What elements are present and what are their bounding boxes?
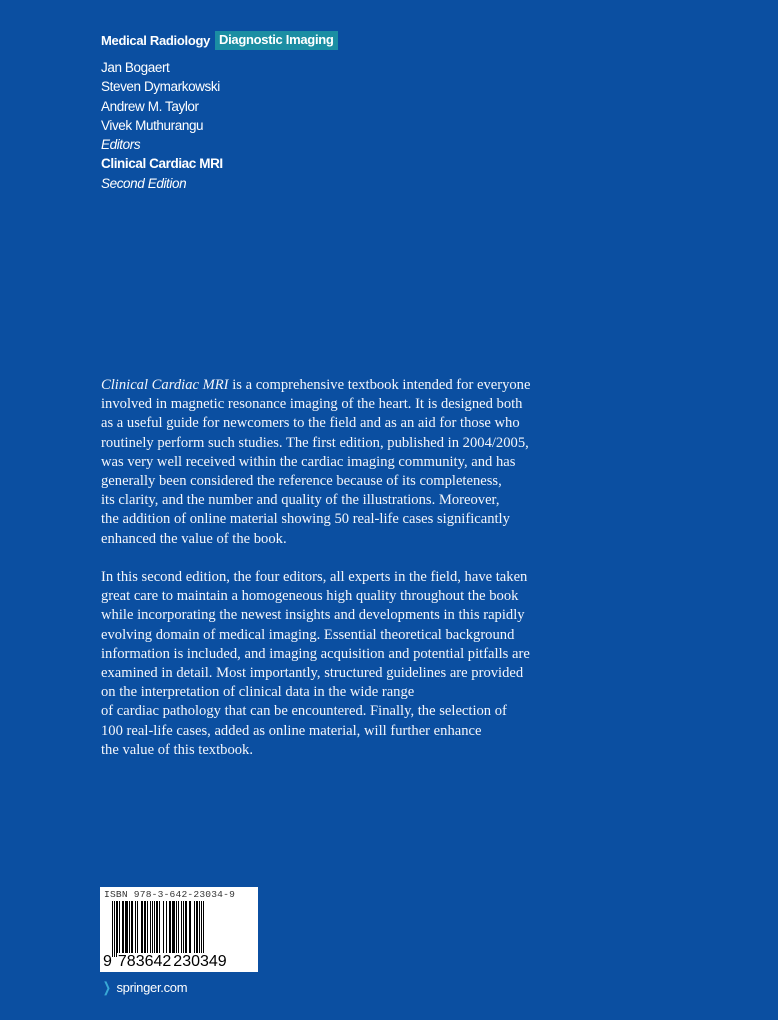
blurb-line: 100 real-life cases, added as online material, will further enhance (101, 722, 482, 739)
blurb-line: evolving domain of medical imaging. Essential theoretical background (101, 626, 515, 643)
blurb-paragraph-1 (101, 376, 571, 549)
blurb-line: the value of this textbook. (101, 741, 253, 758)
blurb-paragraph-2 (101, 568, 571, 760)
series-header (101, 30, 338, 50)
editor-name: Vivek Muthurangu (101, 117, 204, 133)
blurb-line: In this second edition, the four editors, all experts in the field, have taken (101, 569, 528, 585)
chevron-right-icon: ❯ (102, 979, 111, 995)
series-badge: Diagnostic Imaging (215, 31, 338, 50)
blurb-line: involved in magnetic resonance imaging of the heart. It is designed both (101, 396, 523, 413)
blurb-line: enhanced the value of the book. (101, 530, 287, 547)
springer-link-text: springer.com (116, 980, 188, 995)
blurb-line: of cardiac pathology that can be encountered. Finally, the selection of (101, 703, 507, 720)
book-title: Clinical Cardiac MRI (101, 156, 223, 172)
editors-role-label: Editors (101, 137, 141, 153)
ean-group-2: 230349 (173, 953, 227, 970)
ean-digits (103, 953, 228, 971)
blurb-line: as a useful guide for newcomers to the field and as an aid for those who (101, 415, 520, 432)
blurb-line: information is included, and imaging acquisition and potential pitfalls are (101, 645, 530, 662)
blurb-line: its clarity, and the number and quality of the illustrations. Moreover, (101, 492, 500, 509)
blurb-line: routinely perform such studies. The first edition, published in 2004/2005, (101, 434, 529, 451)
blurb-line: great care to maintain a homogeneous high quality throughout the book (101, 588, 519, 605)
springer-link[interactable] (101, 979, 187, 996)
series-name: Medical Radiology (101, 32, 211, 48)
isbn-barcode (100, 887, 258, 972)
editor-name: Jan Bogaert (101, 60, 170, 75)
blurb-line-text: is a comprehensive textbook intended for everyone (228, 377, 531, 393)
book-edition: Second Edition (101, 175, 187, 191)
blurb-line: on the interpretation of clinical data in the wide range (101, 684, 415, 701)
editor-name: Steven Dymarkowski (101, 79, 220, 95)
ean-group-1: 783642 (117, 953, 172, 970)
isbn-label: ISBN 978-3-642-23034-9 (104, 889, 236, 900)
ean-first-digit: 9 (103, 953, 112, 970)
blurb-line (101, 376, 571, 395)
blurb-line: while incorporating the newest insights and developments in this rapidly (101, 607, 525, 624)
blurb-line: the addition of online material showing 50 real-life cases significantly (101, 511, 510, 528)
blurb-line: was very well received within the cardiac imaging community, and has (101, 453, 516, 470)
blurb-line: examined in detail. Most importantly, structured guidelines are provided (101, 665, 524, 682)
editor-name: Andrew M. Taylor (101, 98, 199, 114)
barcode-bars-icon (112, 901, 252, 957)
blurb-line: generally been considered the reference because of its completeness, (101, 473, 502, 490)
editors-block (101, 58, 223, 193)
blurb-title-italic: Clinical Cardiac MRI (101, 377, 229, 393)
